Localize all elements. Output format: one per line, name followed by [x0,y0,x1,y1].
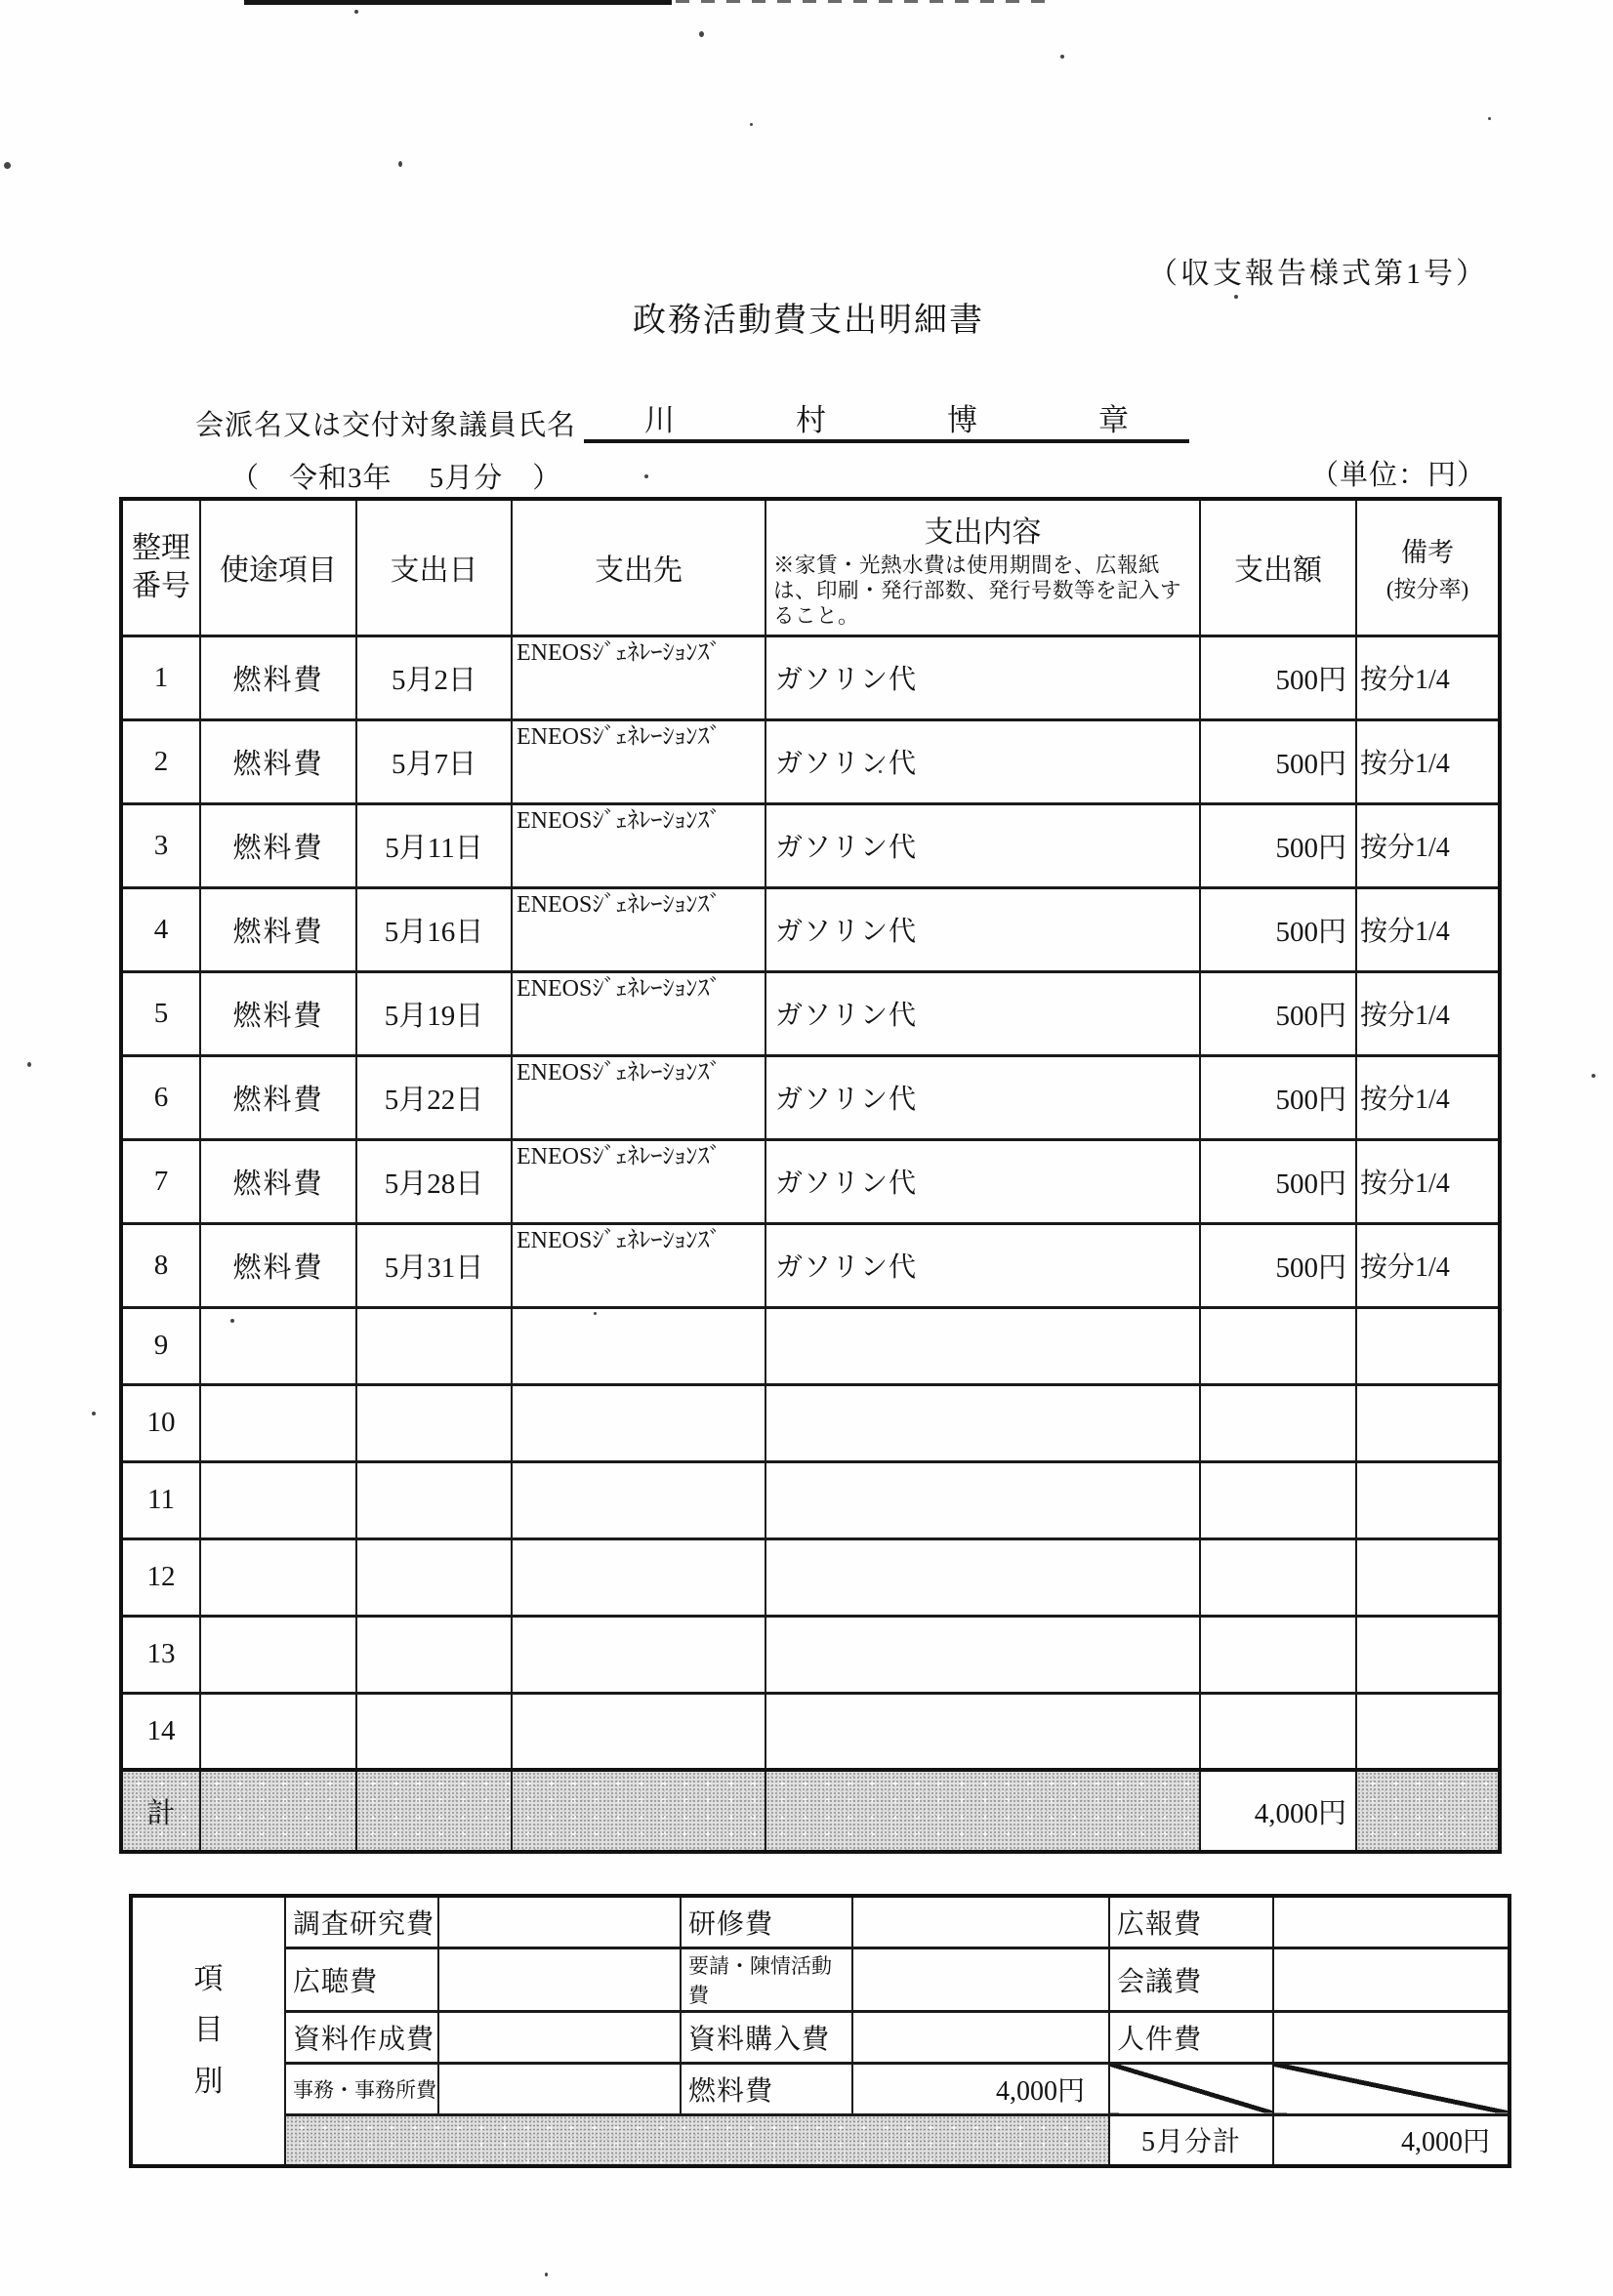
summary-value-cell [1273,2011,1510,2063]
table-row [121,1538,1500,1616]
payee-cell [512,803,765,887]
amount-cell: 500円 [1200,719,1356,803]
remarks-cell: 按分1/4 [1356,1139,1500,1223]
scan-speck [354,10,358,14]
remarks-cell: 按分1/4 [1356,887,1500,971]
row-number-cell: 2 [121,719,200,803]
payee-text: ENEOSｼﾞｪﾈﾚｰｼｮﾝｽﾞ [517,807,722,834]
date-cell [356,1538,512,1616]
remarks-cell [1356,1616,1500,1693]
summary-value-cell [852,2011,1109,2063]
remarks-cell [1356,1307,1500,1384]
summary-value-cell [438,2011,681,2063]
member-name-value [584,396,1189,443]
payee-cell [512,1223,765,1307]
payee-cell [512,887,765,971]
header-remarks-title: 備考 [1401,538,1454,568]
expense-table-footer [121,1770,1500,1852]
row-number-cell: 3 [121,803,200,887]
date-cell: 5月7日 [356,719,512,803]
row-number-cell: 11 [121,1461,200,1538]
remarks-cell [1356,1538,1500,1616]
row-number-cell: 4 [121,887,200,971]
scan-speck [27,1062,31,1067]
amount-cell: 500円 [1200,1055,1356,1139]
content-cell: ガソリン代 [765,803,1200,887]
summary-label-cell: 事務・事務所費 [285,2063,438,2114]
member-name-label: 会派名又は交付対象議員氏名 [195,410,577,441]
category-cell: 燃料費 [200,971,356,1055]
date-cell: 5月19日 [356,971,512,1055]
table-row [121,1055,1500,1139]
summary-label-cell: 研修費 [681,1896,852,1948]
header-content [765,499,1200,636]
category-cell [200,1461,356,1538]
scan-speck [545,2273,548,2276]
table-row [121,1139,1500,1223]
summary-shaded-cell [285,2114,1109,2166]
content-cell [765,1307,1200,1384]
total-row [121,1770,1500,1852]
scan-speck [92,1412,96,1415]
summary-value-cell [438,1896,681,1948]
date-cell: 5月28日 [356,1139,512,1223]
payee-text: ENEOSｼﾞｪﾈﾚｰｼｮﾝｽﾞ [517,1227,722,1253]
payee-cell [512,971,765,1055]
payee-cell [512,1139,765,1223]
summary-total-label: 5月分計 [1109,2114,1273,2166]
content-cell: ガソリン代 [765,1055,1200,1139]
summary-value-cell: 4,000円 [852,2063,1109,2114]
amount-cell [1200,1693,1356,1770]
category-cell [200,1384,356,1461]
payee-cell [512,1384,765,1461]
name-char: 川 [644,403,676,437]
total-shaded-cell [512,1770,765,1852]
amount-cell [1200,1616,1356,1693]
summary-total-row [131,2114,1510,2166]
date-cell [356,1461,512,1538]
table-row [121,1307,1500,1384]
scan-artifact-top-dashes [676,0,1056,3]
page-title: 政務活動費支出明細書 [633,303,984,339]
member-name-line [195,396,1189,443]
row-number-cell: 5 [121,971,200,1055]
summary-value-cell [1273,1948,1510,2011]
summary-row [131,1948,1510,2011]
content-cell: ガソリン代 [765,719,1200,803]
payee-cell [512,1538,765,1616]
header-content-note: ※家賃・光熱水費は使用期間を、広報紙は、印刷・発行部数、発行号数等を記入すること。 [773,554,1182,629]
table-row [121,1384,1500,1461]
amount-cell [1200,1461,1356,1538]
category-cell [200,1307,356,1384]
scan-speck [4,162,11,169]
date-cell [356,1384,512,1461]
total-amount-cell: 4,000円 [1200,1770,1356,1852]
payee-cell [512,1307,765,1384]
scan-speck [750,123,753,126]
header-date: 支出日 [356,499,512,636]
amount-cell [1200,1384,1356,1461]
total-shaded-cell [356,1770,512,1852]
payee-cell [512,1461,765,1538]
summary-label-cell: 資料購入費 [681,2011,852,2063]
payee-cell [512,1055,765,1139]
name-char: 博 [947,403,978,437]
category-summary-table [129,1894,1511,2168]
header-content-title: 支出内容 [924,516,1042,549]
report-period: （ 令和3年 5月分 ） [230,463,562,494]
summary-row-header [131,1896,285,2166]
amount-cell: 500円 [1200,1223,1356,1307]
payee-text: ENEOSｼﾞｪﾈﾚｰｼｮﾝｽﾞ [517,891,722,918]
table-row [121,1461,1500,1538]
category-cell [200,1693,356,1770]
scan-speck [1060,55,1064,59]
payee-cell [512,719,765,803]
remarks-cell: 按分1/4 [1356,1055,1500,1139]
summary-value-cell [852,1948,1109,2011]
table-row [121,971,1500,1055]
payee-cell [512,636,765,719]
name-char: 章 [1098,403,1130,437]
table-row [121,1616,1500,1693]
scan-speck [398,161,402,167]
category-cell [200,1538,356,1616]
category-cell: 燃料費 [200,1139,356,1223]
category-cell: 燃料費 [200,803,356,887]
amount-cell: 500円 [1200,803,1356,887]
payee-text: ENEOSｼﾞｪﾈﾚｰｼｮﾝｽﾞ [517,1059,722,1086]
table-row [121,1693,1500,1770]
remarks-cell: 按分1/4 [1356,719,1500,803]
summary-total-value: 4,000円 [1273,2114,1510,2166]
payee-text: ENEOSｼﾞｪﾈﾚｰｼｮﾝｽﾞ [517,723,722,750]
category-cell [200,1616,356,1693]
date-cell: 5月22日 [356,1055,512,1139]
expense-rows [121,636,1500,1770]
row-number-cell: 7 [121,1139,200,1223]
summary-label-cell: 資料作成費 [285,2011,438,2063]
header-remarks-sub: (按分率) [1386,577,1469,602]
remarks-cell: 按分1/4 [1356,1223,1500,1307]
category-cell: 燃料費 [200,719,356,803]
total-shaded-cell [1356,1770,1500,1852]
table-row [121,719,1500,803]
category-cell: 燃料費 [200,636,356,719]
category-cell: 燃料費 [200,887,356,971]
content-cell [765,1384,1200,1461]
amount-cell: 500円 [1200,971,1356,1055]
table-row [121,803,1500,887]
summary-label-cell: 会議費 [1109,1948,1273,2011]
form-code: （収支報告様式第1号） [1148,258,1488,290]
content-cell [765,1461,1200,1538]
payee-cell [512,1616,765,1693]
total-shaded-cell [200,1770,356,1852]
summary-row [131,2011,1510,2063]
amount-cell: 500円 [1200,1139,1356,1223]
date-cell: 5月31日 [356,1223,512,1307]
date-cell [356,1693,512,1770]
summary-row-header-text: 項目別 [193,1962,224,2098]
content-cell: ガソリン代 [765,1139,1200,1223]
header-amount: 支出額 [1200,499,1356,636]
total-shaded-cell [765,1770,1200,1852]
payee-text: ENEOSｼﾞｪﾈﾚｰｼｮﾝｽﾞ [517,975,722,1002]
remarks-cell [1356,1384,1500,1461]
header-seq-number: 整理番号 [121,499,200,636]
amount-cell: 500円 [1200,636,1356,719]
expense-table [119,497,1502,1854]
payee-text: ENEOSｼﾞｪﾈﾚｰｼｮﾝｽﾞ [517,639,722,666]
remarks-cell: 按分1/4 [1356,636,1500,719]
content-cell [765,1538,1200,1616]
content-cell [765,1693,1200,1770]
content-cell [765,1616,1200,1693]
unit-note: （単位：円） [1309,460,1486,491]
total-label-cell: 計 [121,1770,200,1852]
header-remarks [1356,499,1500,636]
amount-cell [1200,1538,1356,1616]
amount-cell: 500円 [1200,887,1356,971]
payee-text: ENEOSｼﾞｪﾈﾚｰｼｮﾝｽﾞ [517,1143,722,1169]
content-cell: ガソリン代 [765,636,1200,719]
row-number-cell: 9 [121,1307,200,1384]
date-cell [356,1307,512,1384]
summary-row [131,2063,1510,2114]
summary-label-cell: 広聴費 [285,1948,438,2011]
amount-cell [1200,1307,1356,1384]
row-number-cell: 14 [121,1693,200,1770]
row-number-cell: 10 [121,1384,200,1461]
header-payee: 支出先 [512,499,765,636]
category-cell: 燃料費 [200,1055,356,1139]
summary-value-cell [438,2063,681,2114]
row-number-cell: 12 [121,1538,200,1616]
remarks-cell [1356,1693,1500,1770]
scan-speck [1592,1074,1595,1078]
content-cell: ガソリン代 [765,1223,1200,1307]
diagonal-strikethrough-cell [1109,2063,1273,2114]
summary-value-cell [852,1896,1109,1948]
summary-label-cell: 要請・陳情活動費 [681,1948,852,2011]
table-row [121,887,1500,971]
scan-speck [644,474,648,478]
summary-label-cell: 広報費 [1109,1896,1273,1948]
date-cell: 5月11日 [356,803,512,887]
content-cell: ガソリン代 [765,971,1200,1055]
summary-label-cell: 人件費 [1109,2011,1273,2063]
date-cell [356,1616,512,1693]
summary-value-cell [438,1948,681,2011]
expense-table-header [121,499,1500,636]
remarks-cell: 按分1/4 [1356,971,1500,1055]
row-number-cell: 8 [121,1223,200,1307]
row-number-cell: 6 [121,1055,200,1139]
scan-artifact-top-bar [244,0,672,5]
date-cell: 5月2日 [356,636,512,719]
scan-speck [699,31,704,37]
row-number-cell: 1 [121,636,200,719]
remarks-cell [1356,1461,1500,1538]
summary-row [131,1896,1510,1948]
table-row [121,636,1500,719]
category-cell: 燃料費 [200,1223,356,1307]
table-row [121,1223,1500,1307]
summary-value-cell [1273,1896,1510,1948]
header-category: 使途項目 [200,499,356,636]
row-number-cell: 13 [121,1616,200,1693]
name-char: 村 [796,403,827,437]
content-cell: ガソリン代 [765,887,1200,971]
diagonal-strikethrough-cell [1273,2063,1510,2114]
scan-speck [1488,117,1491,120]
summary-label-cell: 燃料費 [681,2063,852,2114]
remarks-cell: 按分1/4 [1356,803,1500,887]
payee-cell [512,1693,765,1770]
summary-label-cell: 調査研究費 [285,1896,438,1948]
date-cell: 5月16日 [356,887,512,971]
